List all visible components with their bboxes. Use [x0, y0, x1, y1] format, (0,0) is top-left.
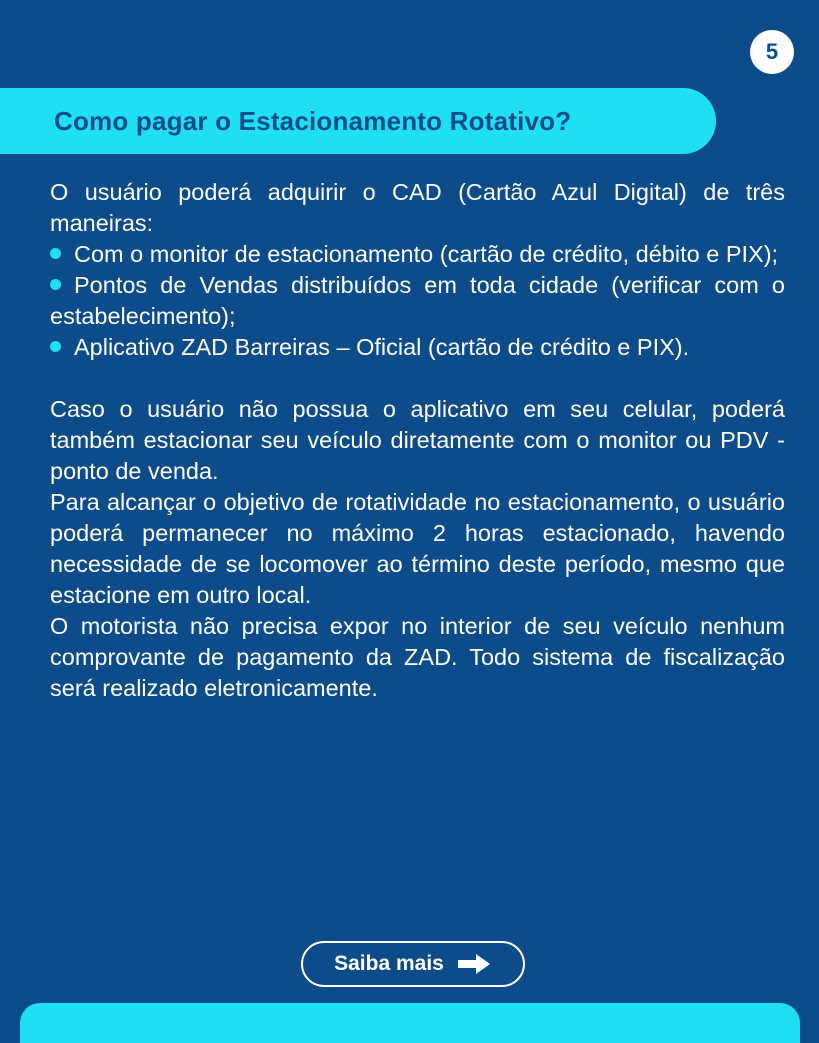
bottom-accent-bar: [20, 1003, 800, 1043]
arrow-right-icon: [456, 952, 492, 976]
intro-text: O usuário poderá adquirir o CAD (Cartão Azul Digital) de três maneiras:: [50, 179, 785, 236]
bullet-item: [50, 270, 785, 332]
bullet-dot-icon: [50, 279, 61, 290]
bullet-text: Aplicativo ZAD Barreiras – Oficial (cartão de crédito e PIX).: [74, 334, 690, 360]
bullet-text: Com o monitor de estacionamento (cartão de crédito, débito e PIX);: [74, 241, 779, 267]
paragraph: O motorista não precisa expor no interior de seu veículo nenhum comprovante de pagamento da ZAD. Todo sistema de fiscalização será realizado eletronicamente.: [50, 613, 785, 701]
bullet-item: [50, 332, 785, 363]
paragraph: Caso o usuário não possua o aplicativo em seu celular, poderá também estacionar seu veículo diretamente com o monitor ou PDV - ponto de venda.: [50, 396, 785, 484]
bullet-dot-icon: [50, 248, 61, 259]
saiba-mais-button[interactable]: [301, 941, 525, 987]
bullet-text: Pontos de Vendas distribuídos em toda cidade (verificar com o estabelecimento);: [50, 272, 785, 329]
paragraph-spacer: [50, 363, 785, 394]
title-banner: [0, 88, 716, 154]
paragraph: Para alcançar o objetivo de rotatividade no estacionamento, o usuário poderá permanecer no máximo 2 horas estacionado, havendo necessidade de se locomover ao término deste período, mesmo que estacione em outro local.: [50, 489, 785, 608]
bullet-item: [50, 239, 785, 270]
page-number-badge: [750, 30, 794, 74]
saiba-mais-label: Saiba mais: [334, 952, 444, 975]
page-number: 5: [765, 39, 779, 64]
page-title: Como pagar o Estacionamento Rotativo?: [54, 105, 572, 136]
bullet-dot-icon: [50, 341, 61, 352]
content-body: [50, 177, 785, 704]
